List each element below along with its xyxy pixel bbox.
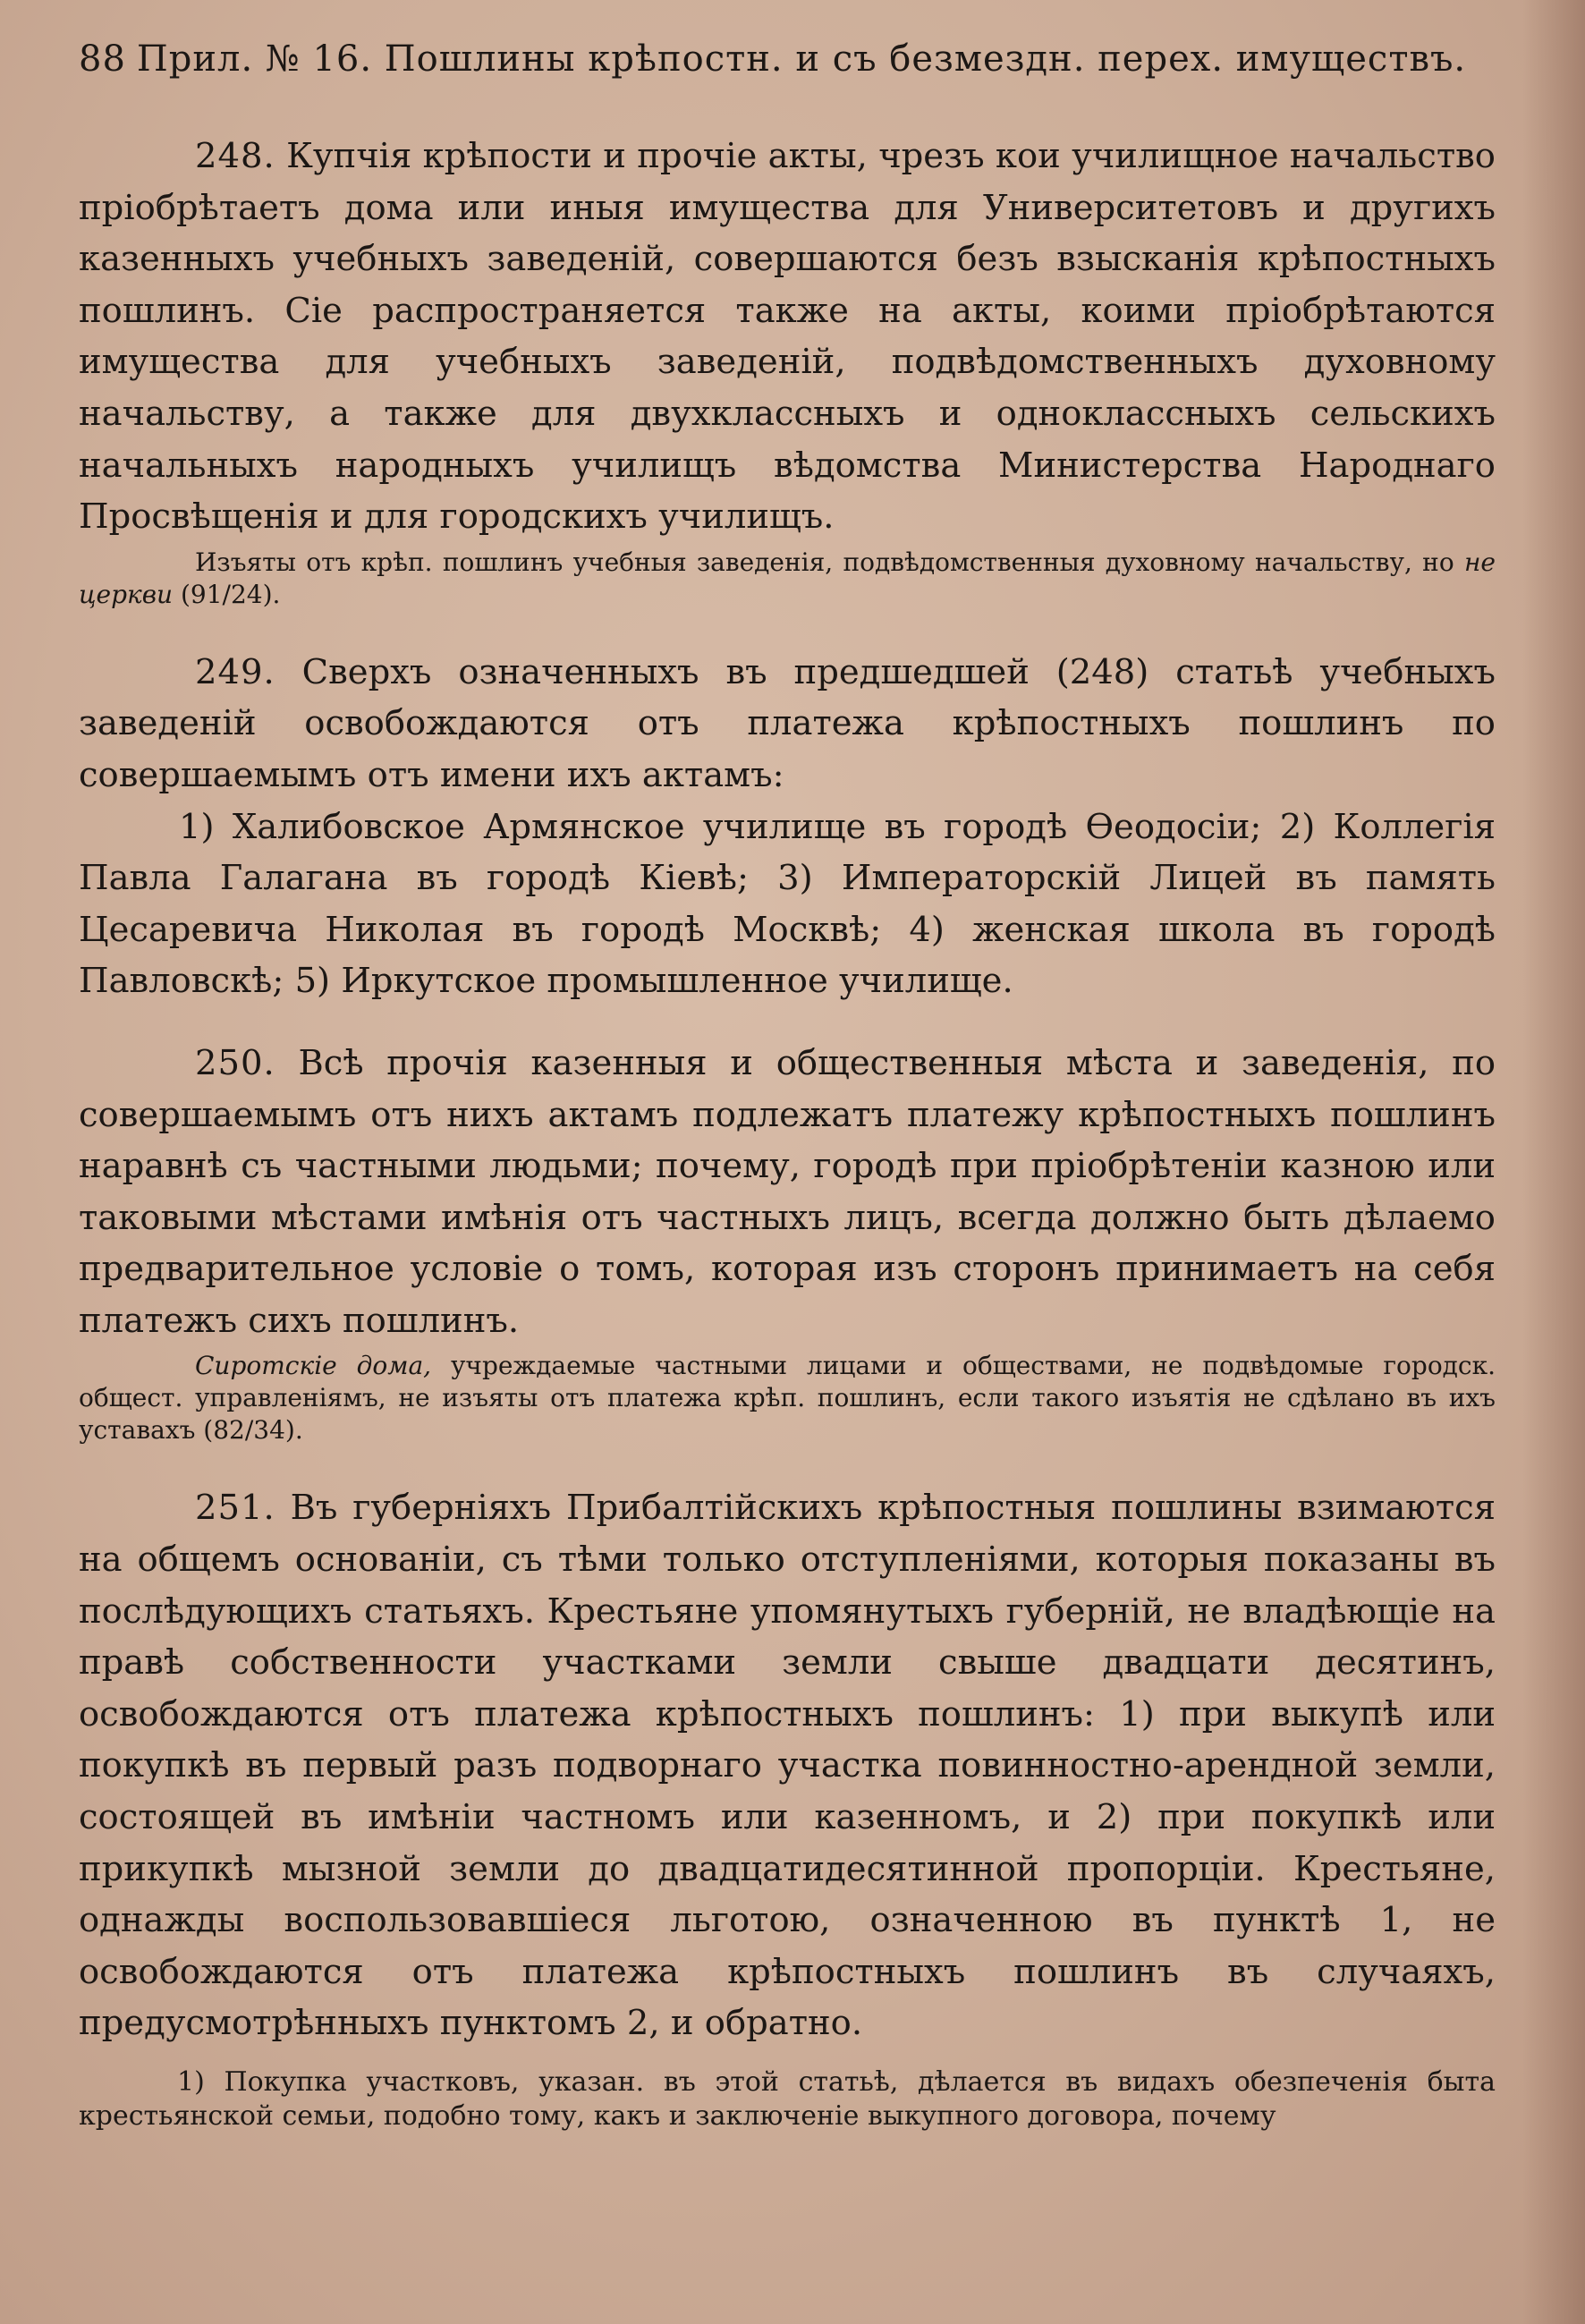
note-text-end: (91/24). (173, 579, 281, 609)
running-head (79, 34, 1496, 84)
article-number: 248. (195, 136, 275, 176)
institution-list: 1) Халибовское Армянское училище въ городѣ Ѳеодосіи; 2) Коллегія Павла Галагана въ городѣ Кіевѣ; 3) Императорскій Лицей въ память Цесаревича Николая въ городѣ Москвѣ; 4) женская школа въ городѣ Павловскѣ; 5) Иркутское промышленное училище. (79, 806, 1496, 1002)
article-number: 249. (195, 651, 275, 692)
note-text: Изъяты отъ крѣп. пошлинъ учебныя заведенія, подвѣдомственныя духовному начальству, но (195, 547, 1464, 577)
article-249 (79, 647, 1496, 1007)
article-number: 250. (195, 1042, 275, 1083)
article-text: Въ губерніяхъ Прибалтійскихъ крѣпостныя пошлины взимаются на общемъ основаніи, съ тѣми только отступленіями, которыя показаны въ послѣдующихъ статьяхъ. Крестьяне упомянутыхъ губерній, не владѣющіе на правѣ собственности участками земли свыше двадцати десятинъ, освобождаются отъ платежа крѣпостныхъ пошлинъ: 1) при выкупѣ или покупкѣ въ первый разъ подворнаго участка повинностно-арендной земли, состоящей въ имѣніи частномъ или казенномъ, и 2) при покупкѣ или прикупкѣ мызной земли до двадцатидесятинной пропорціи. Крестьяне, однажды воспользовавшіеся льготою, означенною въ пунктѣ 1, не освобождаются отъ платежа крѣпостныхъ пошлинъ въ случаяхъ, предусмотрѣнныхъ пунктомъ 2, и обратно. (79, 1488, 1496, 2044)
note-italic: не церкви (79, 547, 1496, 609)
note-text: учреждаемые частными лицами и обществами, не подвѣдомые городск. общест. управленіямъ, не изъяты отъ платежа крѣп. пошлинъ, если такого изъятія не сдѣлано въ ихъ уставахъ (82/34). (79, 1351, 1496, 1446)
article-251 (79, 1482, 1496, 2133)
article-body (79, 1038, 1496, 1347)
article-250 (79, 1038, 1496, 1447)
article-text: Сверхъ означенныхъ въ предшедшей (248) статьѣ учебныхъ заведеній освобождаются отъ платежа крѣпостныхъ пошлинъ по совершаемымъ отъ имени ихъ актамъ: (79, 651, 1496, 795)
article-note (79, 547, 1496, 611)
footnote: 1) Покупка участковъ, указан. въ этой статьѣ, дѣлается въ видахъ обезпеченія быта крестьянской семьи, подобно тому, какъ и заключеніе выкупного договора, почему (79, 2066, 1496, 2132)
article-text: Всѣ прочія казенныя и общественныя мѣста и заведенія, по совершаемымъ отъ нихъ актамъ подлежатъ платежу крѣпостныхъ пошлинъ наравнѣ съ частными людьми; почему, городѣ при пріобрѣтеніи казною или таковыми мѣстами имѣнія отъ частныхъ лицъ, всегда должно быть дѣлаемо предварительное условіе о томъ, которая изъ сторонъ принимаетъ на себя платежъ сихъ пошлинъ. (79, 1042, 1496, 1341)
article-body (79, 647, 1496, 802)
note-italic: Сиротскіе дома, (195, 1351, 432, 1381)
running-head-title: Прил. № 16. Пошлины крѣпостн. и съ безмездн. перех. имуществъ. (136, 38, 1467, 80)
article-body (79, 1482, 1496, 2049)
article-note (79, 1350, 1496, 1446)
article-body (79, 131, 1496, 543)
article-text: Купчія крѣпости и прочіе акты, чрезъ кои училищное начальство пріобрѣтаетъ дома или иныя имущества для Университетовъ и другихъ казенныхъ учебныхъ заведеній, совершаются безъ взысканія крѣпостныхъ пошлинъ. Сіе распространяется также на акты, коими пріобрѣтаются имущества для учебныхъ заведеній, подвѣдомственныхъ духовному начальству, а также для двухклассныхъ и одноклассныхъ сельскихъ начальныхъ народныхъ училищъ вѣдомства Министерства Народнаго Просвѣщенія и для городскихъ училищъ. (79, 136, 1496, 538)
page-number: 88 (79, 38, 126, 80)
article-number: 251. (195, 1488, 275, 1529)
article-248 (79, 131, 1496, 611)
